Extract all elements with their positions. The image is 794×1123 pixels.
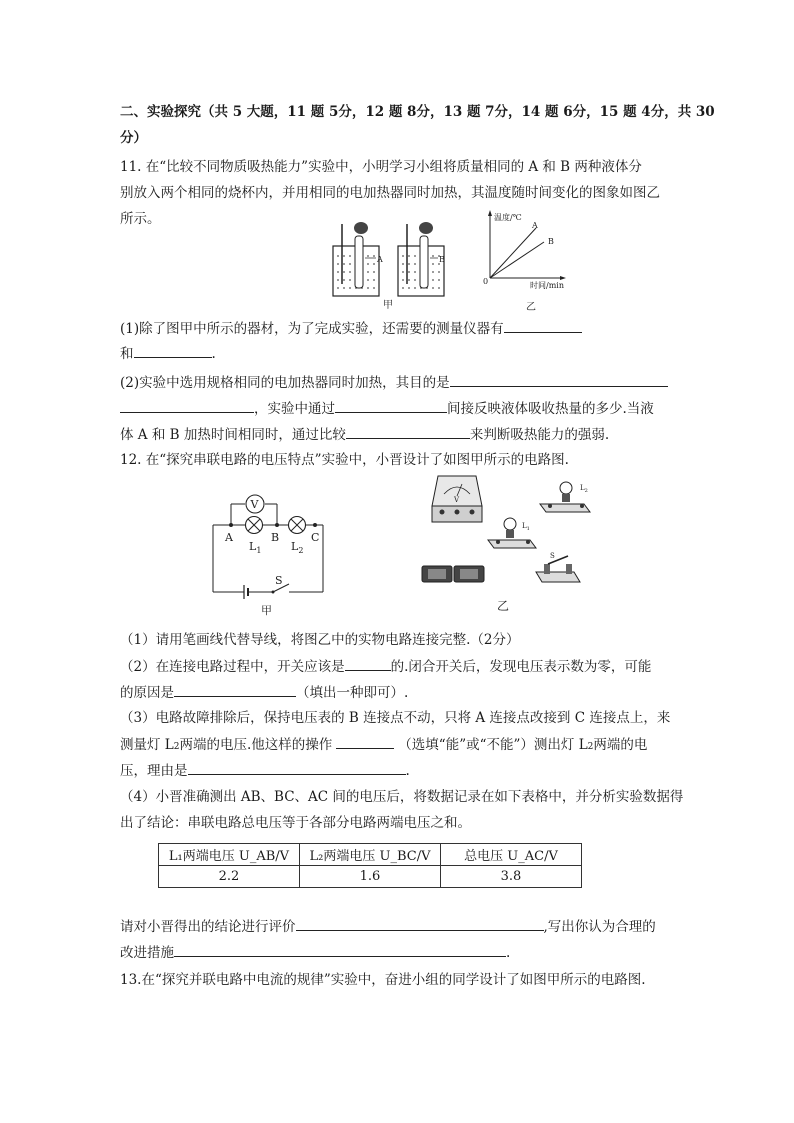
q11-part1-text: (1)除了图甲中所示的器材，为了完成实验，还需要的测量仪器有 [120, 321, 504, 337]
q11-answer-blank-6[interactable] [346, 424, 470, 439]
q11-answer-blank-4[interactable] [120, 398, 254, 413]
q11-part2-text-a: (2)实验中选用规格相同的电加热器同时加热，其目的是 [120, 375, 450, 391]
q12-line1: 12. 在“探究串联电路的电压特点”实验中，小晋设计了如图甲所示的电路图. [120, 452, 569, 468]
q11-part2-text-d: 体 A 和 B 加热时间相同时，通过比较 [120, 427, 346, 443]
kit-switch-label: S [550, 552, 555, 560]
q12-part3-text-d: （选填“能”或“不能”）测出灯 L [398, 737, 588, 753]
q11-part2-line3 [120, 424, 609, 445]
q12-part4-line2: 出了结论：串联电路总电压等于各部分电路两端电压之和。 [120, 815, 471, 831]
q11-part2-line1 [120, 372, 668, 393]
q12-part3-sub-d: 2 [587, 742, 594, 752]
section-heading-line2: 分） [120, 130, 147, 146]
q11-part1-end: . [211, 346, 216, 362]
lamp-l2-device [540, 482, 590, 512]
q11-part1-line1 [120, 318, 582, 339]
switch-device [536, 552, 580, 582]
q11-part1-line2 [120, 343, 216, 364]
q12-part3-line1: （3）电路故障排除后，保持电压表的 B 连接点不动，只将 A 连接点改接到 C 连接点上，来 [120, 710, 671, 726]
beaker-a-label: A [377, 255, 383, 264]
q11-part2-text-b: ，实验中通过 [254, 401, 335, 417]
circuit-point-a: A [225, 531, 233, 544]
q12-part3-text-f: 压，理由是 [120, 763, 188, 779]
q12-part3-text-g: . [405, 763, 410, 779]
beaker-b-label: B [439, 255, 445, 264]
circuit-components-figure [418, 468, 598, 618]
svg-text:L1: $L_1$ [522, 522, 530, 532]
voltage-data-table [158, 843, 582, 888]
q12-answer-blank-2[interactable] [174, 682, 296, 697]
graph-line-b-label: B [548, 237, 554, 246]
beaker-heating-figure [328, 214, 458, 314]
temperature-time-graph [478, 208, 568, 314]
q12-part5-line1 [120, 916, 656, 937]
circuit-caption: 甲 [261, 604, 272, 617]
q11-answer-blank-1[interactable] [504, 318, 582, 333]
q11-line2: 别放入两个相同的烧杯内，并用相同的电加热器同时加热，其温度随时间变化的图象如图乙 [120, 185, 660, 201]
q12-part3-text-c: 两端的电压.他这样的操作 [179, 737, 333, 753]
q12-part3-line2 [120, 734, 647, 757]
q12-answer-blank-5[interactable] [296, 916, 544, 931]
q11-answer-blank-5[interactable] [335, 398, 447, 413]
q11-part2-line2 [120, 398, 654, 419]
q12-answer-blank-6[interactable] [174, 942, 506, 957]
section-heading-line1: 二、实验探究（共 5 大题，11 题 5分，12 题 8分，13 题 7分，14 题 6分，15 题 4分，共 30 [120, 104, 715, 120]
q11-part2-text-c: 间接反映液体吸收热量的多少.当液 [447, 401, 654, 417]
q12-answer-blank-3[interactable] [336, 734, 394, 749]
circuit-point-c: C [311, 531, 320, 544]
q12-part4-line1: （4）小晋准确测出 AB、BC、AC 间的电压后，将数据记录在如下表格中，并分析实验数据得 [120, 789, 684, 805]
q12-part2-text-a: （2）在连接电路过程中，开关应该是 [120, 659, 345, 675]
table-cell: 2.2 [159, 866, 300, 888]
circuit-lamp2-label: $L_2$ [291, 540, 304, 555]
graph-line-a-label: A [532, 221, 538, 230]
lamp-l1-device [488, 518, 536, 548]
q11-part1-and: 和 [120, 346, 134, 362]
q12-part5-line2 [120, 942, 510, 963]
q11-line1: 11. 在“比较不同物质吸热能力”实验中，小明学习小组将质量相同的 A 和 B 两种液体分 [120, 159, 642, 175]
q12-answer-blank-4[interactable] [188, 760, 406, 775]
svg-text:L2: $L_2$ [580, 484, 588, 494]
q12-part5-text-c: 改进措施 [120, 945, 174, 961]
table-header-row [159, 844, 582, 866]
q11-answer-blank-3[interactable] [450, 372, 668, 387]
table-header-cell: 总电压 U_AC/V [441, 844, 582, 866]
q11-line3: 所示。 [120, 211, 161, 227]
graph-origin-label: 0 [483, 277, 489, 286]
q12-part3-text-e: 两端的电 [593, 737, 648, 753]
q12-part1: （1）请用笔画线代替导线，将图乙中的实物电路连接完整.（2分） [120, 632, 520, 648]
kit-meter-label: V [454, 496, 460, 504]
voltmeter-device [432, 476, 482, 522]
graph-y-axis-label: 温度/℃ [494, 213, 522, 222]
q12-part2-text-d: （填出一种即可）. [296, 685, 409, 701]
circuit-meter-label: V [250, 498, 259, 511]
q12-part2-text-b: 的.闭合开关后，发现电压表示数为零，可能 [390, 659, 652, 675]
kit-caption: 乙 [497, 599, 510, 613]
q12-part5-text-d: . [506, 945, 511, 961]
table-cell: 3.8 [441, 866, 582, 888]
q12-part2-line2 [120, 682, 408, 703]
q12-part3-sub-b: 2 [173, 742, 180, 752]
battery-device [422, 566, 484, 582]
q11-answer-blank-2[interactable] [134, 343, 212, 358]
q12-part2-line1 [120, 656, 651, 677]
q12-answer-blank-1[interactable] [345, 656, 391, 671]
circuit-point-b: B [271, 531, 280, 544]
table-cell: 1.6 [300, 866, 441, 888]
q13-line1: 13.在“探究并联电路中电流的规律”实验中，奋进小组的同学设计了如图甲所示的电路图. [120, 972, 646, 988]
circuit-switch-label: S [275, 574, 283, 587]
q12-part3-line3 [120, 760, 410, 781]
series-circuit-diagram [205, 488, 335, 618]
table-header-cell: L₁两端电压 U_AB/V [159, 844, 300, 866]
q12-part2-text-c: 的原因是 [120, 685, 174, 701]
figure-jia-caption: 甲 [383, 300, 393, 311]
q11-part2-text-e: 来判断吸热能力的强弱. [469, 427, 610, 443]
table-header-cell: L₂两端电压 U_BC/V [300, 844, 441, 866]
graph-x-axis-label: 时间/min [530, 281, 564, 290]
q12-part5-text-a: 请对小晋得出的结论进行评价 [120, 919, 296, 935]
q12-part3-text-b: 测量灯 L [120, 737, 174, 753]
circuit-lamp1-label: $L_1$ [249, 540, 262, 555]
q12-part5-text-b: ,写出你认为合理的 [543, 919, 656, 935]
figure-yi-caption: 乙 [526, 302, 536, 313]
table-row [159, 866, 582, 888]
